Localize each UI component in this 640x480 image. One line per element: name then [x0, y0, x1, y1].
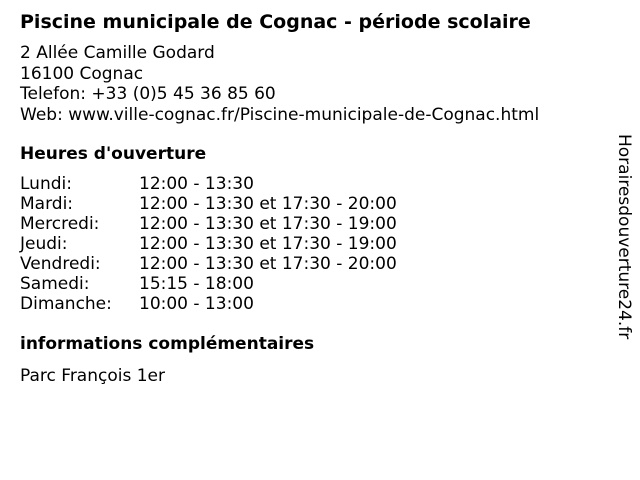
- page-title: Piscine municipale de Cognac - période scolaire: [20, 11, 531, 33]
- hours-day: Lundi:: [20, 174, 72, 194]
- info-text: Parc François 1er: [20, 366, 165, 386]
- hours-day: Samedi:: [20, 274, 90, 294]
- hours-time: 12:00 - 13:30 et 17:30 - 19:00: [139, 214, 397, 234]
- hours-time: 12:00 - 13:30 et 17:30 - 20:00: [139, 254, 397, 274]
- hours-time: 15:15 - 18:00: [139, 274, 254, 294]
- phone-number: Telefon: +33 (0)5 45 36 85 60: [20, 84, 276, 104]
- hours-heading: Heures d'ouverture: [20, 144, 207, 164]
- hours-time: 12:00 - 13:30: [139, 174, 254, 194]
- hours-day: Mercredi:: [20, 214, 100, 234]
- hours-day: Jeudi:: [20, 234, 68, 254]
- site-brand: Horairesdouverture24.fr: [614, 134, 634, 340]
- address-city: 16100 Cognac: [20, 63, 144, 84]
- hours-day: Mardi:: [20, 194, 74, 214]
- website-link: Web: www.ville-cognac.fr/Piscine-municipale-de-Cognac.html: [20, 104, 540, 125]
- address-street: 2 Allée Camille Godard: [20, 43, 215, 63]
- address-block: [20, 43, 539, 125]
- hours-time: 10:00 - 13:00: [139, 294, 254, 314]
- hours-day: Vendredi:: [20, 254, 101, 274]
- hours-time: 12:00 - 13:30 et 17:30 - 19:00: [139, 234, 397, 254]
- hours-time: 12:00 - 13:30 et 17:30 - 20:00: [139, 194, 397, 214]
- hours-day: Dimanche:: [20, 294, 112, 314]
- info-heading: informations complémentaires: [20, 334, 315, 354]
